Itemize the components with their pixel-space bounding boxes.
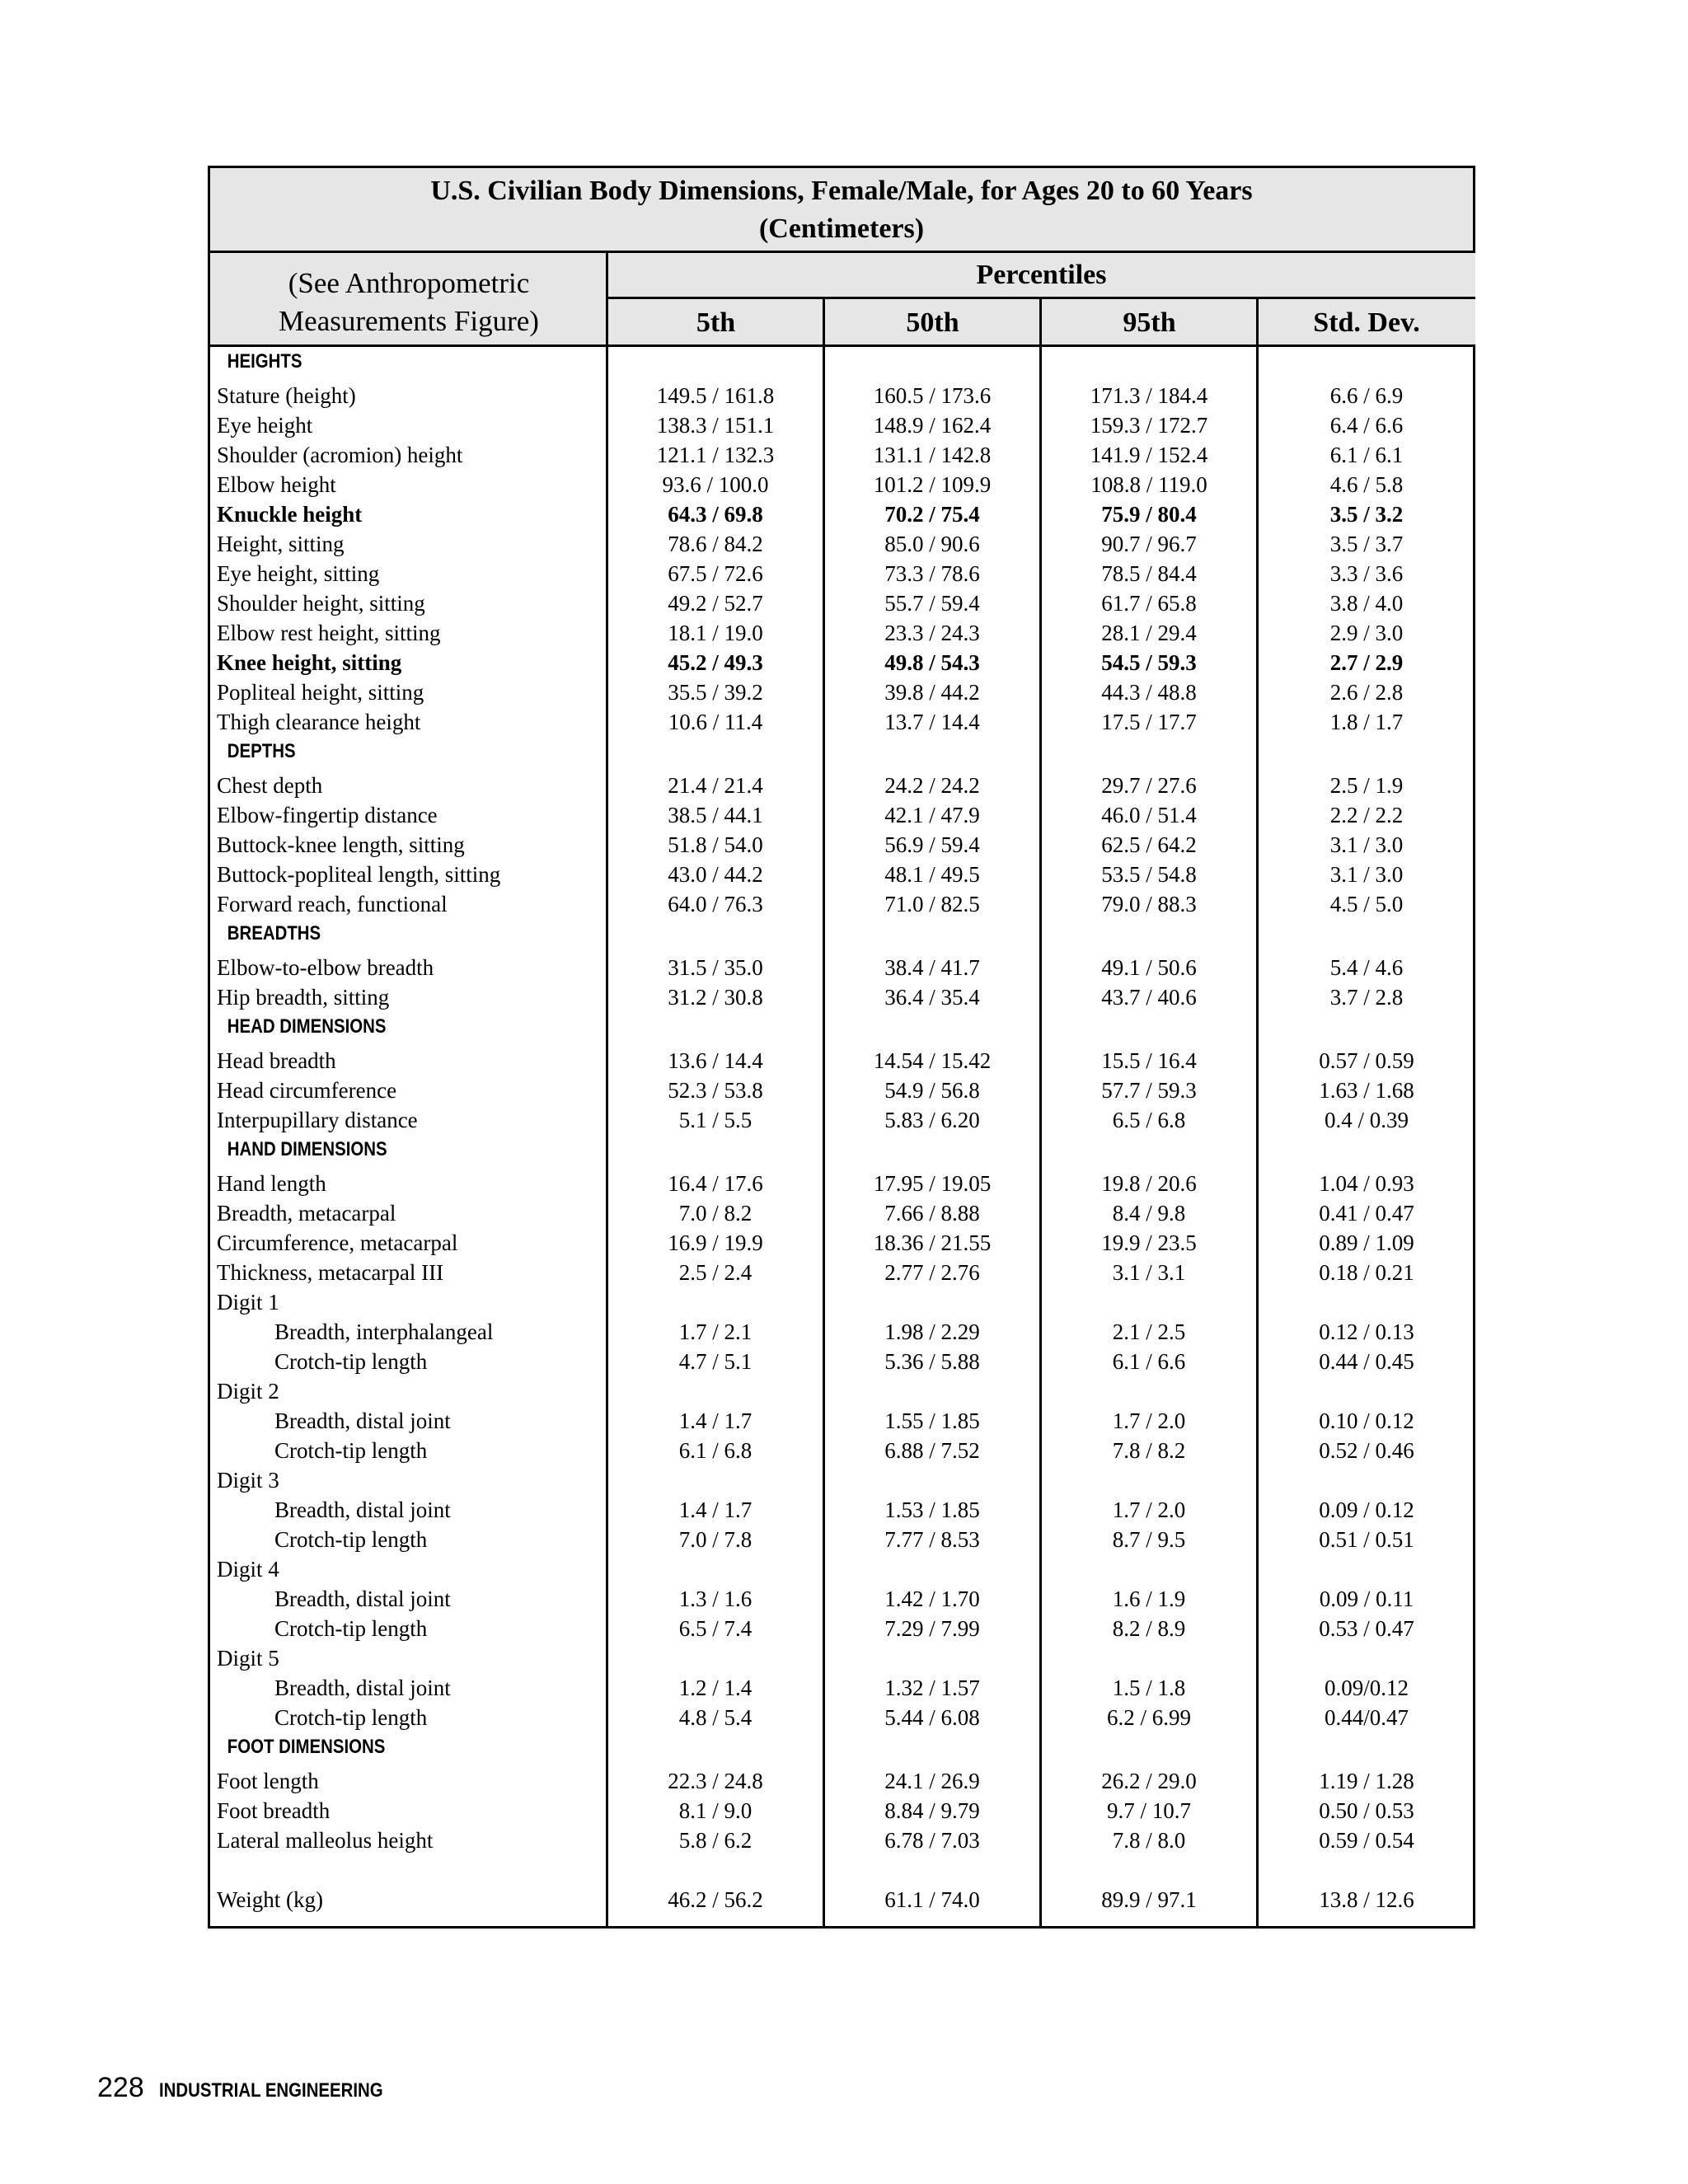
table-row <box>210 982 1473 1012</box>
table-cell: 121.1 / 132.3 <box>656 443 775 467</box>
table-cell: 1.7 / 2.0 <box>1112 1497 1186 1522</box>
table-row <box>210 1825 1473 1855</box>
table-row <box>210 677 1473 707</box>
table-cell: 0.10 / 0.12 <box>1319 1408 1414 1433</box>
table-row <box>210 707 1473 737</box>
table-cell: 56.9 / 59.4 <box>884 832 980 857</box>
table-cell: 6.1 / 6.8 <box>678 1438 753 1463</box>
table-cell: 138.3 / 151.1 <box>656 413 775 438</box>
table-cell: 2.5 / 2.4 <box>678 1260 753 1285</box>
table-cell: 9.7 / 10.7 <box>1106 1798 1191 1823</box>
row-label: Breadth, metacarpal <box>217 1201 396 1226</box>
table-cell: 101.2 / 109.9 <box>873 472 992 497</box>
table-cell: 108.8 / 119.0 <box>1090 472 1207 497</box>
row-label: Elbow-fingertip distance <box>217 803 438 827</box>
table-cell: 1.3 / 1.6 <box>678 1586 753 1611</box>
table-row <box>210 1317 1473 1347</box>
table-cell: 3.5 / 3.7 <box>1329 532 1404 556</box>
table-row <box>210 648 1473 677</box>
table-cell: 85.0 / 90.6 <box>884 532 980 556</box>
table-cell: 4.5 / 5.0 <box>1329 892 1404 916</box>
table-row <box>210 1198 1473 1228</box>
table-cell: 148.9 / 162.4 <box>873 413 992 438</box>
table-title-line1: U.S. Civilian Body Dimensions, Female/Male, for Ages 20 to 60 Years <box>430 176 1253 206</box>
row-label: Digit 3 <box>217 1468 279 1493</box>
row-label: Digit 5 <box>217 1646 279 1671</box>
table-row <box>210 1046 1473 1076</box>
table-row <box>210 381 1473 410</box>
table-row <box>210 953 1473 982</box>
table-cell: 38.4 / 41.7 <box>884 955 980 980</box>
table-cell: 1.55 / 1.85 <box>884 1408 980 1433</box>
row-label: Buttock-knee length, sitting <box>217 832 465 857</box>
table-cell: 5.83 / 6.20 <box>884 1108 980 1132</box>
column-header-95th: 95th <box>1041 299 1258 347</box>
row-label: Hand length <box>217 1171 326 1196</box>
table-row <box>210 440 1473 470</box>
table-row <box>210 1703 1473 1732</box>
table-cell: 62.5 / 64.2 <box>1101 832 1197 857</box>
table-cell: 26.2 / 29.0 <box>1101 1769 1197 1793</box>
table-cell: 3.1 / 3.1 <box>1112 1260 1186 1285</box>
table-cell: 1.7 / 2.0 <box>1112 1408 1186 1433</box>
table-row <box>210 1766 1473 1796</box>
row-label: Breadth, interphalangeal <box>274 1319 494 1344</box>
table-cell: 17.5 / 17.7 <box>1101 710 1197 734</box>
table-cell: 49.1 / 50.6 <box>1101 955 1197 980</box>
table-row <box>210 1885 1473 1915</box>
table-cell: 6.1 / 6.1 <box>1329 443 1404 467</box>
table-cell: 5.4 / 4.6 <box>1329 955 1404 980</box>
percentiles-header: Percentiles <box>607 253 1475 299</box>
table-cell: 1.7 / 2.1 <box>678 1319 753 1344</box>
table-cell: 2.6 / 2.8 <box>1329 680 1404 705</box>
row-label: Popliteal height, sitting <box>217 680 424 705</box>
row-header-line2: Measurements Figure) <box>279 305 539 337</box>
table-cell: 131.1 / 142.8 <box>873 443 992 467</box>
table-cell: 71.0 / 82.5 <box>884 892 980 916</box>
table-cell: 6.5 / 7.4 <box>678 1616 753 1641</box>
table-row <box>210 1228 1473 1258</box>
table-row <box>210 800 1473 830</box>
row-label: Breadth, distal joint <box>274 1586 451 1611</box>
row-label: Digit 4 <box>217 1557 279 1582</box>
table-cell: 67.5 / 72.6 <box>668 561 763 586</box>
table-cell: 0.44/0.47 <box>1324 1705 1409 1730</box>
row-label: Breadth, distal joint <box>274 1497 451 1522</box>
row-label: Head circumference <box>217 1078 397 1103</box>
table-cell: 8.2 / 8.9 <box>1112 1616 1186 1641</box>
row-label: Knee height, sitting <box>217 650 402 675</box>
table-cell: 6.88 / 7.52 <box>884 1438 980 1463</box>
table-cell: 61.7 / 65.8 <box>1101 591 1197 616</box>
row-label: Chest depth <box>217 773 323 798</box>
row-label: Forward reach, functional <box>217 892 448 916</box>
table-cell: 54.9 / 56.8 <box>884 1078 980 1103</box>
table-row <box>210 1673 1473 1703</box>
table-cell: 18.36 / 21.55 <box>873 1230 992 1255</box>
table-cell: 19.9 / 23.5 <box>1101 1230 1197 1255</box>
table-cell: 57.7 / 59.3 <box>1101 1078 1197 1103</box>
row-label: Eye height <box>217 413 313 438</box>
table-cell: 64.3 / 69.8 <box>668 502 763 527</box>
table-row <box>210 1584 1473 1614</box>
table-cell: 3.5 / 3.2 <box>1329 502 1404 527</box>
table-row <box>210 1855 1473 1885</box>
table-cell: 0.59 / 0.54 <box>1319 1828 1414 1853</box>
table-cell: 78.6 / 84.2 <box>668 532 763 556</box>
table-row <box>210 559 1473 588</box>
table-cell: 38.5 / 44.1 <box>668 803 763 827</box>
table-cell: 78.5 / 84.4 <box>1101 561 1197 586</box>
table-cell: 79.0 / 88.3 <box>1101 892 1197 916</box>
row-label: Shoulder (acromion) height <box>217 443 463 467</box>
row-label: Breadth, distal joint <box>274 1675 451 1700</box>
table-row <box>210 1796 1473 1825</box>
table-cell: 4.8 / 5.4 <box>678 1705 753 1730</box>
table-cell: 8.84 / 9.79 <box>884 1798 980 1823</box>
table-body <box>210 347 1473 1915</box>
row-label: Digit 1 <box>217 1290 279 1315</box>
table-cell: 1.4 / 1.7 <box>678 1408 753 1433</box>
table-row <box>210 410 1473 440</box>
row-label: Thigh clearance height <box>217 710 421 734</box>
row-label: Knuckle height <box>217 502 363 527</box>
column-header-std-dev: Std. Dev. <box>1258 299 1475 347</box>
row-label: Weight (kg) <box>217 1887 324 1912</box>
table-cell: 0.50 / 0.53 <box>1319 1798 1414 1823</box>
table-cell: 1.63 / 1.68 <box>1319 1078 1414 1103</box>
table-row <box>210 889 1473 919</box>
table-cell: 7.66 / 8.88 <box>884 1201 980 1226</box>
row-label: Head breadth <box>217 1048 336 1073</box>
table-row <box>210 529 1473 559</box>
table-row <box>210 1495 1473 1525</box>
table-cell: 0.44 / 0.45 <box>1319 1349 1414 1374</box>
table-cell: 149.5 / 161.8 <box>656 383 775 408</box>
table-cell: 55.7 / 59.4 <box>884 591 980 616</box>
section-label: BREADTHS <box>227 922 321 944</box>
row-label: Hip breadth, sitting <box>217 985 390 1010</box>
table-cell: 5.36 / 5.88 <box>884 1349 980 1374</box>
table-cell: 23.3 / 24.3 <box>884 621 980 645</box>
table-cell: 46.2 / 56.2 <box>668 1887 763 1912</box>
table-cell: 14.54 / 15.42 <box>873 1048 992 1073</box>
table-cell: 22.3 / 24.8 <box>668 1769 763 1793</box>
table-cell: 4.7 / 5.1 <box>678 1349 753 1374</box>
table-cell: 3.3 / 3.6 <box>1329 561 1404 586</box>
table-cell: 2.2 / 2.2 <box>1329 803 1404 827</box>
table-cell: 10.6 / 11.4 <box>668 710 763 734</box>
table-cell: 3.1 / 3.0 <box>1329 862 1404 887</box>
table-row <box>210 1614 1473 1643</box>
table-cell: 171.3 / 184.4 <box>1090 383 1208 408</box>
table-cell: 36.4 / 35.4 <box>884 985 980 1010</box>
row-label: Breadth, distal joint <box>274 1408 451 1433</box>
table-cell: 43.7 / 40.6 <box>1101 985 1197 1010</box>
table-cell: 1.04 / 0.93 <box>1319 1171 1414 1196</box>
table-cell: 93.6 / 100.0 <box>662 472 769 497</box>
table-cell: 0.41 / 0.47 <box>1319 1201 1414 1226</box>
table-row <box>210 1287 1473 1317</box>
table-cell: 0.51 / 0.51 <box>1319 1527 1414 1552</box>
table-row <box>210 1169 1473 1198</box>
table-row <box>210 618 1473 648</box>
table-cell: 6.78 / 7.03 <box>884 1828 980 1853</box>
table-cell: 2.9 / 3.0 <box>1329 621 1404 645</box>
table-cell: 0.18 / 0.21 <box>1319 1260 1414 1285</box>
table-cell: 3.7 / 2.8 <box>1329 985 1404 1010</box>
table-cell: 6.1 / 6.6 <box>1112 1349 1186 1374</box>
table-cell: 13.7 / 14.4 <box>884 710 980 734</box>
table-cell: 1.6 / 1.9 <box>1112 1586 1186 1611</box>
table-cell: 28.1 / 29.4 <box>1101 621 1197 645</box>
table-cell: 89.9 / 97.1 <box>1101 1887 1197 1912</box>
table-cell: 8.1 / 9.0 <box>678 1798 753 1823</box>
row-label: Digit 2 <box>217 1379 279 1404</box>
row-label: Lateral malleolus height <box>217 1828 434 1853</box>
table-cell: 5.8 / 6.2 <box>678 1828 753 1853</box>
table-cell: 6.4 / 6.6 <box>1329 413 1404 438</box>
table-cell: 0.12 / 0.13 <box>1319 1319 1414 1344</box>
table-row <box>210 470 1473 499</box>
row-label: Buttock-popliteal length, sitting <box>217 862 501 887</box>
table-cell: 52.3 / 53.8 <box>668 1078 763 1103</box>
column-header-5th: 5th <box>607 299 824 347</box>
table-cell: 7.8 / 8.0 <box>1112 1828 1186 1853</box>
table-cell: 39.8 / 44.2 <box>884 680 980 705</box>
table-row <box>210 1076 1473 1105</box>
table-cell: 24.1 / 26.9 <box>884 1769 980 1793</box>
table-row <box>210 588 1473 618</box>
row-label: Thickness, metacarpal III <box>217 1260 444 1285</box>
table-cell: 8.7 / 9.5 <box>1112 1527 1186 1552</box>
section-label: DEPTHS <box>227 740 296 762</box>
table-cell: 1.5 / 1.8 <box>1112 1675 1186 1700</box>
table-cell: 48.1 / 49.5 <box>884 862 980 887</box>
table-cell: 7.8 / 8.2 <box>1112 1438 1186 1463</box>
row-label: Crotch-tip length <box>274 1527 428 1552</box>
table-cell: 6.6 / 6.9 <box>1329 383 1404 408</box>
page-number: 228 <box>97 2072 144 2103</box>
row-label: Foot length <box>217 1769 319 1793</box>
table-cell: 31.2 / 30.8 <box>668 985 763 1010</box>
table-cell: 0.4 / 0.39 <box>1324 1108 1409 1132</box>
table-cell: 43.0 / 44.2 <box>668 862 763 887</box>
table-cell: 7.0 / 8.2 <box>678 1201 753 1226</box>
table-cell: 1.8 / 1.7 <box>1329 710 1404 734</box>
table-cell: 2.5 / 1.9 <box>1329 773 1404 798</box>
table-cell: 15.5 / 16.4 <box>1101 1048 1197 1073</box>
table-cell: 0.09 / 0.11 <box>1319 1586 1414 1611</box>
table-cell: 6.5 / 6.8 <box>1112 1108 1186 1132</box>
table-cell: 7.29 / 7.99 <box>884 1616 980 1641</box>
table-cell: 16.9 / 19.9 <box>668 1230 763 1255</box>
table-cell: 53.5 / 54.8 <box>1101 862 1197 887</box>
table-cell: 141.9 / 152.4 <box>1090 443 1208 467</box>
table-row <box>210 1643 1473 1673</box>
table-cell: 0.57 / 0.59 <box>1319 1048 1414 1073</box>
body-dimensions-table <box>208 166 1475 1929</box>
table-row <box>210 830 1473 860</box>
row-label: Height, sitting <box>217 532 345 556</box>
section-label: HAND DIMENSIONS <box>227 1138 387 1160</box>
table-cell: 90.7 / 96.7 <box>1101 532 1197 556</box>
table-cell: 44.3 / 48.8 <box>1101 680 1197 705</box>
table-row <box>210 771 1473 800</box>
table-cell: 0.09 / 0.12 <box>1319 1497 1414 1522</box>
row-label: Crotch-tip length <box>274 1616 428 1641</box>
row-label: Shoulder height, sitting <box>217 591 425 616</box>
table-cell: 0.89 / 1.09 <box>1319 1230 1414 1255</box>
table-cell: 21.4 / 21.4 <box>668 773 763 798</box>
table-row <box>210 1376 1473 1406</box>
table-cell: 16.4 / 17.6 <box>668 1171 763 1196</box>
table-row <box>210 860 1473 889</box>
table-cell: 13.8 / 12.6 <box>1319 1887 1414 1912</box>
section-label: HEAD DIMENSIONS <box>227 1015 387 1038</box>
table-row <box>210 1436 1473 1465</box>
table-cell: 49.2 / 52.7 <box>668 591 763 616</box>
table-title-line2: (Centimeters) <box>758 213 925 244</box>
table-row <box>210 1465 1473 1495</box>
table-cell: 1.32 / 1.57 <box>884 1675 980 1700</box>
row-header <box>210 253 607 347</box>
table-cell: 4.6 / 5.8 <box>1329 472 1404 497</box>
table-cell: 160.5 / 173.6 <box>873 383 992 408</box>
table-row <box>210 1105 1473 1135</box>
table-cell: 7.0 / 7.8 <box>678 1527 753 1552</box>
table-row <box>210 1406 1473 1436</box>
table-cell: 54.5 / 59.3 <box>1101 650 1197 675</box>
table-title <box>210 168 1473 253</box>
row-label: Crotch-tip length <box>274 1349 428 1374</box>
table-cell: 45.2 / 49.3 <box>668 650 763 675</box>
row-label: Crotch-tip length <box>274 1438 428 1463</box>
row-label: Crotch-tip length <box>274 1705 428 1730</box>
table-cell: 70.2 / 75.4 <box>884 502 980 527</box>
row-label: Stature (height) <box>217 383 356 408</box>
table-cell: 1.4 / 1.7 <box>678 1497 753 1522</box>
table-cell: 42.1 / 47.9 <box>884 803 980 827</box>
table-cell: 0.52 / 0.46 <box>1319 1438 1414 1463</box>
table-cell: 24.2 / 24.2 <box>884 773 980 798</box>
row-label: Interpupillary distance <box>217 1108 418 1132</box>
table-cell: 1.42 / 1.70 <box>884 1586 980 1611</box>
table-row <box>210 1525 1473 1554</box>
table-cell: 2.77 / 2.76 <box>884 1260 980 1285</box>
row-label: Foot breadth <box>217 1798 331 1823</box>
page-footer <box>97 2072 422 2104</box>
table-cell: 13.6 / 14.4 <box>668 1048 763 1073</box>
table-cell: 7.77 / 8.53 <box>884 1527 980 1552</box>
table-cell: 31.5 / 35.0 <box>668 955 763 980</box>
table-cell: 46.0 / 51.4 <box>1101 803 1197 827</box>
section-label: HEIGHTS <box>227 350 302 373</box>
table-cell: 159.3 / 172.7 <box>1090 413 1208 438</box>
row-label: Elbow-to-elbow breadth <box>217 955 434 980</box>
table-cell: 3.1 / 3.0 <box>1329 832 1404 857</box>
table-cell: 5.44 / 6.08 <box>884 1705 980 1730</box>
table-cell: 8.4 / 9.8 <box>1112 1201 1186 1226</box>
table-cell: 1.53 / 1.85 <box>884 1497 980 1522</box>
table-cell: 2.7 / 2.9 <box>1329 650 1404 675</box>
table-row <box>210 1347 1473 1376</box>
table-cell: 0.09/0.12 <box>1324 1675 1409 1700</box>
row-label: Elbow height <box>217 472 336 497</box>
table-cell: 1.19 / 1.28 <box>1319 1769 1414 1793</box>
table-cell: 64.0 / 76.3 <box>668 892 763 916</box>
table-cell: 75.9 / 80.4 <box>1101 502 1197 527</box>
table-cell: 29.7 / 27.6 <box>1101 773 1197 798</box>
table-cell: 0.53 / 0.47 <box>1319 1616 1414 1641</box>
row-label: Circumference, metacarpal <box>217 1230 458 1255</box>
table-row <box>210 1554 1473 1584</box>
column-header-50th: 50th <box>824 299 1041 347</box>
table-cell: 1.98 / 2.29 <box>884 1319 980 1344</box>
table-cell: 18.1 / 19.0 <box>668 621 763 645</box>
table-cell: 3.8 / 4.0 <box>1329 591 1404 616</box>
table-cell: 49.8 / 54.3 <box>884 650 980 675</box>
table-cell: 19.8 / 20.6 <box>1101 1171 1197 1196</box>
table-cell: 2.1 / 2.5 <box>1112 1319 1186 1344</box>
table-row <box>210 499 1473 529</box>
section-label: FOOT DIMENSIONS <box>227 1736 386 1758</box>
table-cell: 51.8 / 54.0 <box>668 832 763 857</box>
table-cell: 17.95 / 19.05 <box>873 1171 992 1196</box>
row-label: Eye height, sitting <box>217 561 380 586</box>
footer-section-title: INDUSTRIAL ENGINEERING <box>158 2079 383 2102</box>
table-cell: 61.1 / 74.0 <box>884 1887 980 1912</box>
table-cell: 1.2 / 1.4 <box>678 1675 753 1700</box>
table-row <box>210 1258 1473 1287</box>
row-label: Elbow rest height, sitting <box>217 621 441 645</box>
table-cell: 35.5 / 39.2 <box>668 680 763 705</box>
table-cell: 73.3 / 78.6 <box>884 561 980 586</box>
row-header-line1: (See Anthropometric <box>288 267 530 299</box>
table-cell: 6.2 / 6.99 <box>1106 1705 1191 1730</box>
table-cell: 5.1 / 5.5 <box>678 1108 753 1132</box>
